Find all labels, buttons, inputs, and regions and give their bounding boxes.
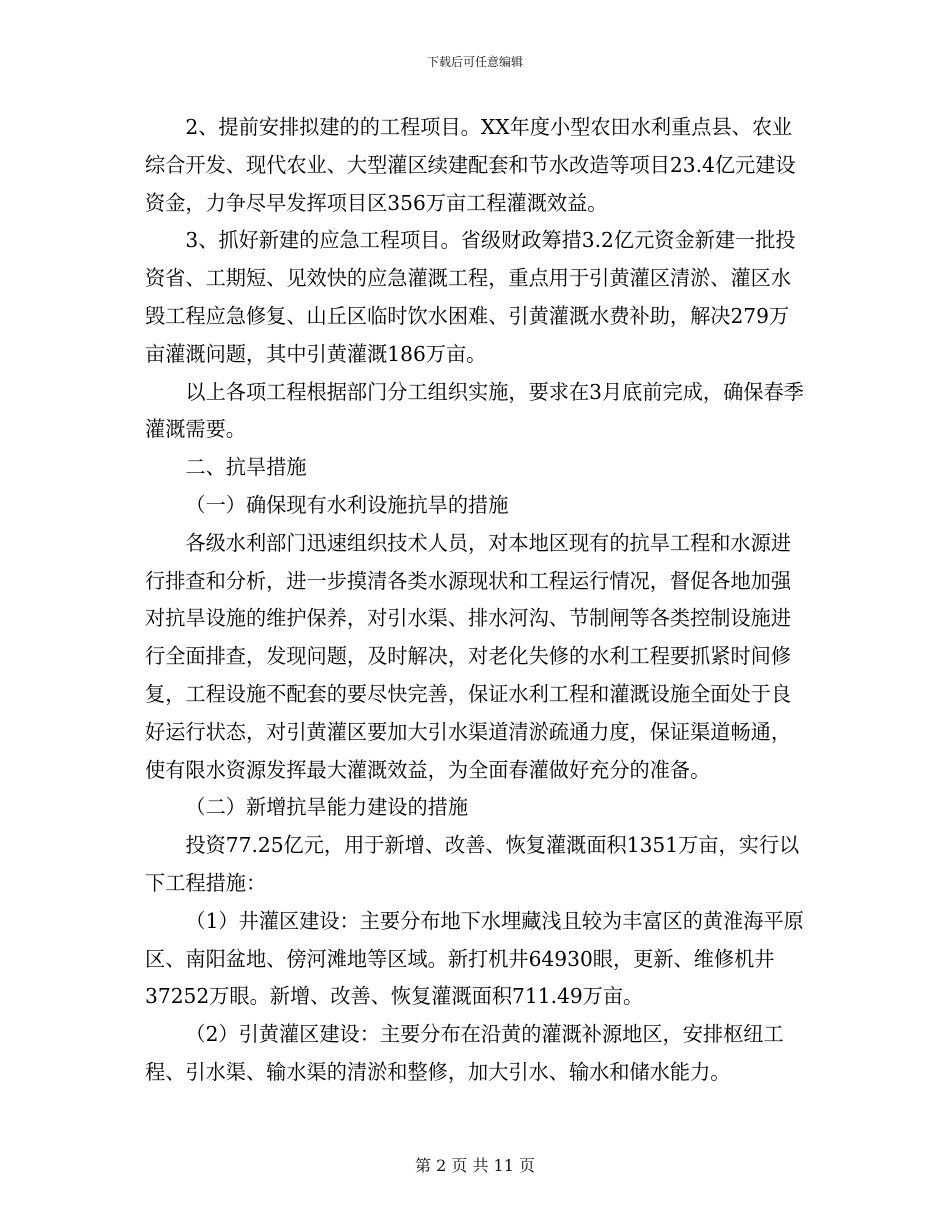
paragraph-investment: 投资77.25亿元，用于新增、改善、恢复灌溉面积1351万亩，实行以下工程措施： xyxy=(145,833,800,895)
page-header: 下载后可任意编辑 xyxy=(426,55,523,69)
paragraph-yellow-river-irrigation: （2）引黄灌区建设：主要分布在沿黄的灌溉补源地区，安排枢纽工程、引水渠、输水渠的清淤和整修，加大引水、输水和储水能力。 xyxy=(145,1022,784,1084)
subsection-heading-new-capacity: （二）新增抗旱能力建设的措施 xyxy=(185,795,469,820)
section-heading-drought-measures: 二、抗旱措施 xyxy=(185,455,307,480)
paragraph-existing-facilities: 各级水利部门迅速组织技术人员，对本地区现有的抗旱工程和水源进行排查和分析，进一步摸清各类水源现状和工程运行情况，督促各地加强对抗旱设施的维护保养，对引水渠、排水河沟、节制闸等各类控制设施进行全面排查，发现问题，及时解决，对老化失修的水利工程要抓紧时间修复，工程设施不配套的要尽快完善，保证水利工程和灌溉设施全面处于良好运行状态，对引黄灌区要加大引水渠道清淤疏通力度，保证渠道畅通，使有限水资源发挥最大灌溉效益，为全面春灌做好充分的准备。 xyxy=(145,530,792,782)
paragraph-planned-projects: 2、提前安排拟建的的工程项目。XX年度小型农田水利重点县、农业综合开发、现代农业、大型灌区续建配套和节水改造等项目23.4亿元建设资金，力争尽早发挥项目区356万亩工程灌溉效益。 xyxy=(145,115,796,215)
document-body xyxy=(145,109,805,1092)
subsection-heading-existing-facilities: （一）确保现有水利设施抗旱的措施 xyxy=(185,492,509,517)
paragraph-emergency-projects: 3、抓好新建的应急工程项目。省级财政筹措3.2亿元资金新建一批投资省、工期短、见效快的应急灌溉工程，重点用于引黄灌区清淤、灌区水毁工程应急修复、山丘区临时饮水困难、引黄灌溉水费补助，解决279万亩灌溉问题，其中引黄灌溉186万亩。 xyxy=(145,228,796,366)
paragraph-implementation: 以上各项工程根据部门分工组织实施，要求在3月底前完成，确保春季灌溉需要。 xyxy=(145,379,804,442)
paragraph-well-irrigation: （1）井灌区建设：主要分布地下水埋藏浅且较为丰富区的黄淮海平原区、南阳盆地、傍河滩地等区域。新打机井64930眼，更新、维修机井37252万眼。新增、改善、恢复灌溉面积711.49万亩。 xyxy=(145,908,804,1009)
page-footer: 第 2 页 共 11 页 xyxy=(415,1156,535,1175)
